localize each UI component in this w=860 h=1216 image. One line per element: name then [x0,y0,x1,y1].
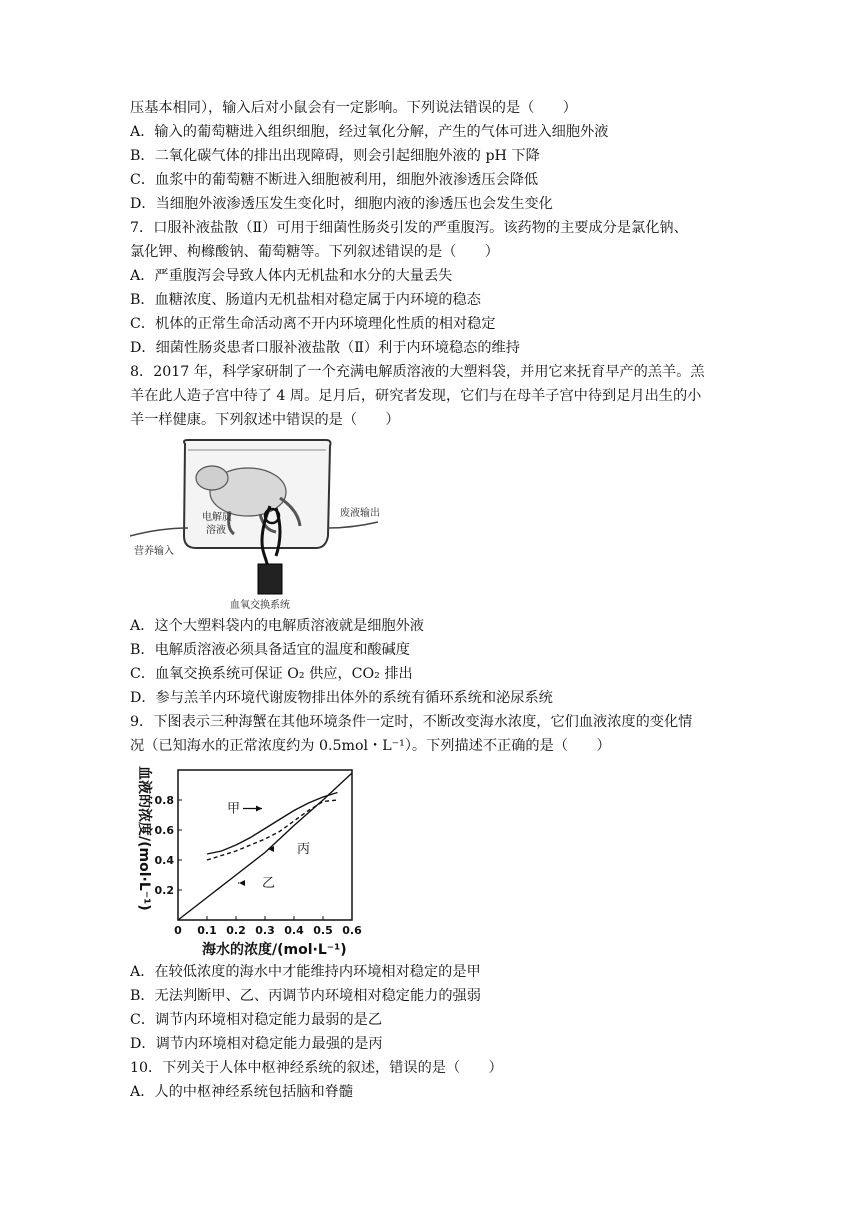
chart-svg [130,762,370,960]
x-tick-label: 0 [174,924,182,937]
q8-stem-line-1: 8．2017 年，科学家研制了一个充满电解质溶液的大塑料袋，并用它来抚育早产的羔羊。羔 [130,364,705,380]
q8-option-b: B．电解质溶液必须具备适宜的温度和酸碱度 [130,642,410,658]
series-line-乙 [178,773,352,920]
q8-option-c: C．血氧交换系统可保证 O₂ 供应，CO₂ 排出 [130,666,413,682]
q9-stem-line-2: 况（已知海水的正常浓度约为 0.5mol・L⁻¹）。下列描述不正确的是（ ） [130,738,611,754]
nutrient-in-label: 营养输入 [134,546,174,557]
chart-frame [178,770,352,920]
q9-option-d: D．调节内环境相对稳定能力最强的是丙 [130,1036,383,1052]
x-tick-label: 0.6 [342,924,362,937]
y-tick-label: 0.8 [154,794,174,807]
q8-stem-line-2: 羊在此人造子宫中待了 4 周。足月后，研究者发现，它们与在母羊子宫中待到足月出生的小 [130,388,702,404]
chart-xlabel: 海水的浓度/(mol·L⁻¹) [202,942,347,958]
q8-stem-line-3: 羊一样健康。下列叙述中错误的是（ ） [130,412,400,428]
q7-option-d: D．细菌性肠炎患者口服补液盐散（Ⅱ）利于内环境稳态的维持 [130,340,520,356]
electrolyte-label-2: 溶液 [206,525,226,536]
waste-out-label: 废液输出 [340,508,380,519]
exam-page [130,96,730,1104]
q7-option-b: B．血糖浓度、肠道内无机盐相对稳定属于内环境的稳态 [130,292,481,308]
q6-option-b: B．二氧化碳气体的排出出现障碍，则会引起细胞外液的 pH 下降 [130,148,540,164]
crab-blood-concentration-chart [130,762,370,960]
chart-ylabel: 血液的浓度/(mol·L⁻¹) [136,766,152,911]
series-label-丙: 丙 [297,842,311,857]
x-tick-label: 0.5 [313,924,333,937]
q7-option-a: A．严重腹泻会导致人体内无机盐和水分的大量丢失 [130,268,453,284]
oxygen-system-label: 血氧交换系统 [230,600,290,611]
artificial-womb-figure [130,436,390,612]
q9-option-b: B．无法判断甲、乙、丙调节内环境相对稳定能力的强弱 [130,988,481,1004]
q8-option-d: D．参与羔羊内环境代谢废物排出体外的系统有循环系统和泌尿系统 [130,690,553,706]
q9-option-c: C．调节内环境相对稳定能力最弱的是乙 [130,1012,383,1028]
q6-option-c: C．血浆中的葡萄糖不断进入细胞被利用，细胞外液渗透压会降低 [130,172,539,188]
x-tick-label: 0.1 [197,924,217,937]
artificial-womb-illustration [130,436,390,612]
q9-stem-line-1: 9．下图表示三种海蟹在其他环境条件一定时，不断改变海水浓度，它们血液浓度的变化情 [130,714,693,730]
series-label-甲: 甲 [227,801,241,817]
series-arrowhead-甲 [256,806,262,812]
y-tick-label: 0.4 [154,854,174,867]
x-tick-label: 0.2 [226,924,246,937]
electrolyte-label-1: 电解质 [202,512,232,523]
q6-stem-tail: 压基本相同），输入后对小鼠会有一定影响。下列说法错误的是（ ） [130,100,577,116]
q10-option-a: A．人的中枢神经系统包括脑和脊髓 [130,1084,354,1100]
y-tick-label: 0.6 [154,824,174,837]
q9-option-a: A．在较低浓度的海水中才能维持内环境相对稳定的是甲 [130,964,481,980]
q7-stem-line-1: 7．口服补液盐散（Ⅱ）可用于细菌性肠炎引发的严重腹泻。该药物的主要成分是氯化钠、 [130,220,688,236]
q7-option-c: C．机体的正常生命活动离不开内环境理化性质的相对稳定 [130,316,496,332]
q6-option-d: D．当细胞外液渗透压发生变化时，细胞内液的渗透压也会发生变化 [130,196,553,212]
q8-option-a: A．这个大塑料袋内的电解质溶液就是细胞外液 [130,618,424,634]
y-tick-label: 0.2 [154,884,174,897]
q10-stem: 10．下列关于人体中枢神经系统的叙述，错误的是（ ） [130,1060,503,1076]
series-label-乙: 乙 [262,876,276,891]
q7-stem-line-2: 氯化钾、枸橼酸钠、葡萄糖等。下列叙述错误的是（ ） [130,244,499,260]
q6-option-a: A．输入的葡萄糖进入组织细胞，经过氧化分解，产生的气体可进入细胞外液 [130,124,609,140]
x-tick-label: 0.4 [284,924,304,937]
oxygen-exchange-box [258,564,282,594]
x-tick-label: 0.3 [255,924,275,937]
series-arrowhead-乙 [239,880,245,886]
